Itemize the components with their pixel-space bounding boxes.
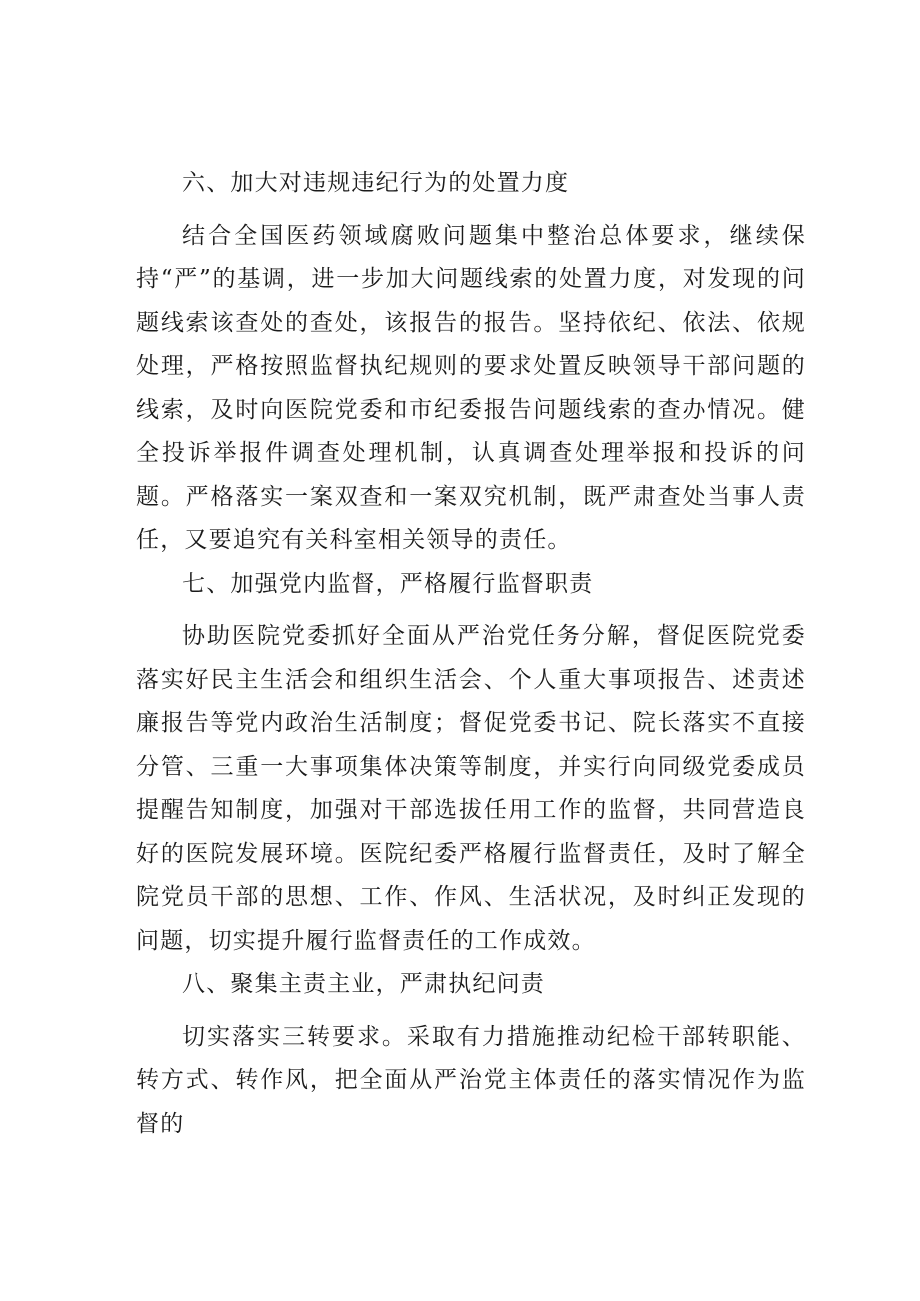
- section-heading-6: 六、加大对违规违纪行为的处置力度: [182, 170, 570, 196]
- section-paragraph-6: 结合全国医药领域腐败问题集中整治总体要求，继续保持“严”的基调，进一步加大问题线索的处置力度，对发现的问题线索该查处的查处，该报告的报告。坚持依纪、依法、依规处理，严格按照监督执纪规则的要求处置反映领导干部问题的线索，及时向医院党委和市纪委报告问题线索的查办情况。健全投诉举报件调查处理机制，认真调查处理举报和投诉的问题。严格落实一案双查和一案双究机制，既严肃查处当事人责任，又要追究有关科室相关领导的责任。: [136, 222, 806, 553]
- section-heading-7: 七、加强党内监督，严格履行监督职责: [182, 570, 594, 597]
- document-body: [136, 162, 806, 1146]
- section-paragraph-8: 切实落实三转要求。采取有力措施推动纪检干部转职能、转方式、转作风，把全面从严治党主体责任的落实情况作为监督的: [136, 1023, 806, 1137]
- section-paragraph-7: 协助医院党委抓好全面从严治党任务分解，督促医院党委落实好民主生活会和组织生活会、个人重大事项报告、述责述廉报告等党内政治生活制度；督促党委书记、院长落实不直接分管、三重一大事项集体决策等制度，并实行向同级党委成员提醒告知制度，加强对干部选拔任用工作的监督，共同营造良好的医院发展环境。医院纪委严格履行监督责任，及时了解全院党员干部的思想、工作、作风、生活状况，及时纠正发现的问题，切实提升履行监督责任的工作成效。: [136, 623, 806, 954]
- section-heading-8: 八、聚集主责主业，严肃执纪问责: [182, 971, 545, 997]
